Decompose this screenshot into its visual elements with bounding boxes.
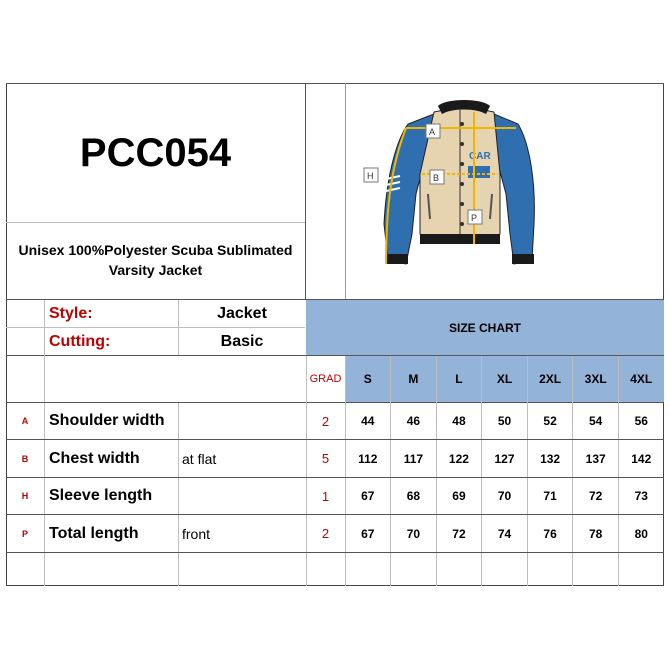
table-row: [6, 403, 664, 439]
chest-logo-text: CAR: [469, 151, 491, 162]
marker-b: B: [433, 173, 440, 183]
row-value: 74: [497, 526, 512, 541]
row-value: 70: [406, 526, 421, 541]
cutting-label: Cutting:: [49, 332, 111, 350]
row-value: 137: [585, 451, 606, 466]
row-value: 122: [448, 451, 469, 466]
row-note: [179, 478, 305, 514]
row-code: A: [21, 416, 29, 426]
size-header-3xl: 3XL: [584, 372, 607, 386]
row-name: Shoulder width: [49, 412, 165, 429]
size-chart-title: SIZE CHART: [306, 300, 664, 355]
marker-h: H: [367, 171, 374, 181]
row-value: 54: [589, 414, 603, 428]
row-code: B: [21, 453, 29, 464]
row-value: 50: [497, 414, 512, 428]
table-row: [6, 515, 664, 552]
row-note: [179, 403, 305, 439]
row-value: 72: [589, 489, 603, 503]
row-grad: 1: [321, 488, 330, 504]
row-name: Total length: [49, 524, 139, 542]
size-header-s: S: [363, 372, 372, 386]
size-header-4xl: 4XL: [630, 372, 653, 386]
jacket-drawing: [346, 84, 664, 299]
jacket-waistband: [420, 234, 500, 244]
cutting-value: Basic: [220, 332, 264, 350]
row-value: 73: [634, 489, 648, 503]
style-value: Jacket: [217, 304, 267, 322]
table-row: [6, 478, 664, 514]
product-description-line1: Unisex 100%Polyester Scuba Sublimated: [18, 242, 293, 258]
table-row: [6, 440, 664, 477]
row-value: 68: [406, 489, 421, 503]
product-description-line2: Varsity Jacket: [108, 262, 203, 278]
row-value: 80: [634, 526, 648, 541]
row-value: 127: [494, 451, 515, 466]
row-value: 142: [631, 451, 652, 466]
size-headers: [345, 356, 664, 402]
row-value: 112: [358, 451, 378, 466]
marker-p: P: [471, 213, 478, 223]
row-grad: 2: [321, 413, 330, 429]
row-value: 132: [540, 451, 561, 466]
row-value: 52: [543, 414, 557, 428]
left-cuff: [386, 254, 408, 264]
row-value: 67: [361, 526, 375, 541]
product-code: PCC054: [79, 130, 232, 175]
product-description: [6, 238, 305, 282]
row-value: 76: [543, 526, 557, 541]
size-header-m: M: [408, 372, 419, 386]
chest-logo-badge: [468, 166, 490, 178]
row-value: 78: [589, 526, 603, 541]
row-value: 44: [361, 414, 375, 428]
size-header-2xl: 2XL: [539, 372, 562, 386]
jacket-illustration: [346, 84, 664, 299]
row-note: front: [182, 525, 211, 542]
row-value: 72: [452, 526, 466, 541]
row-value: 67: [361, 489, 375, 503]
row-grad: 2: [321, 526, 330, 541]
size-header-l: L: [455, 372, 463, 386]
row-note: at flat: [182, 450, 217, 467]
empty-table-row: [6, 553, 664, 586]
row-value: 46: [406, 414, 421, 428]
right-cuff: [512, 254, 534, 264]
row-code: P: [21, 528, 28, 539]
row-value: 48: [452, 414, 466, 428]
row-name: Sleeve length: [49, 487, 153, 504]
style-label: Style:: [49, 304, 93, 322]
marker-a: A: [429, 127, 436, 137]
size-header-xl: XL: [496, 372, 513, 386]
row-value: 69: [452, 489, 466, 503]
row-value: 117: [403, 451, 424, 466]
row-name: Chest width: [49, 449, 140, 467]
row-value: 71: [543, 489, 557, 503]
row-grad: 5: [321, 451, 330, 466]
row-code: H: [21, 491, 29, 501]
row-value: 70: [497, 489, 512, 503]
row-value: 56: [634, 414, 648, 428]
grad-header: GRAD: [309, 373, 342, 385]
